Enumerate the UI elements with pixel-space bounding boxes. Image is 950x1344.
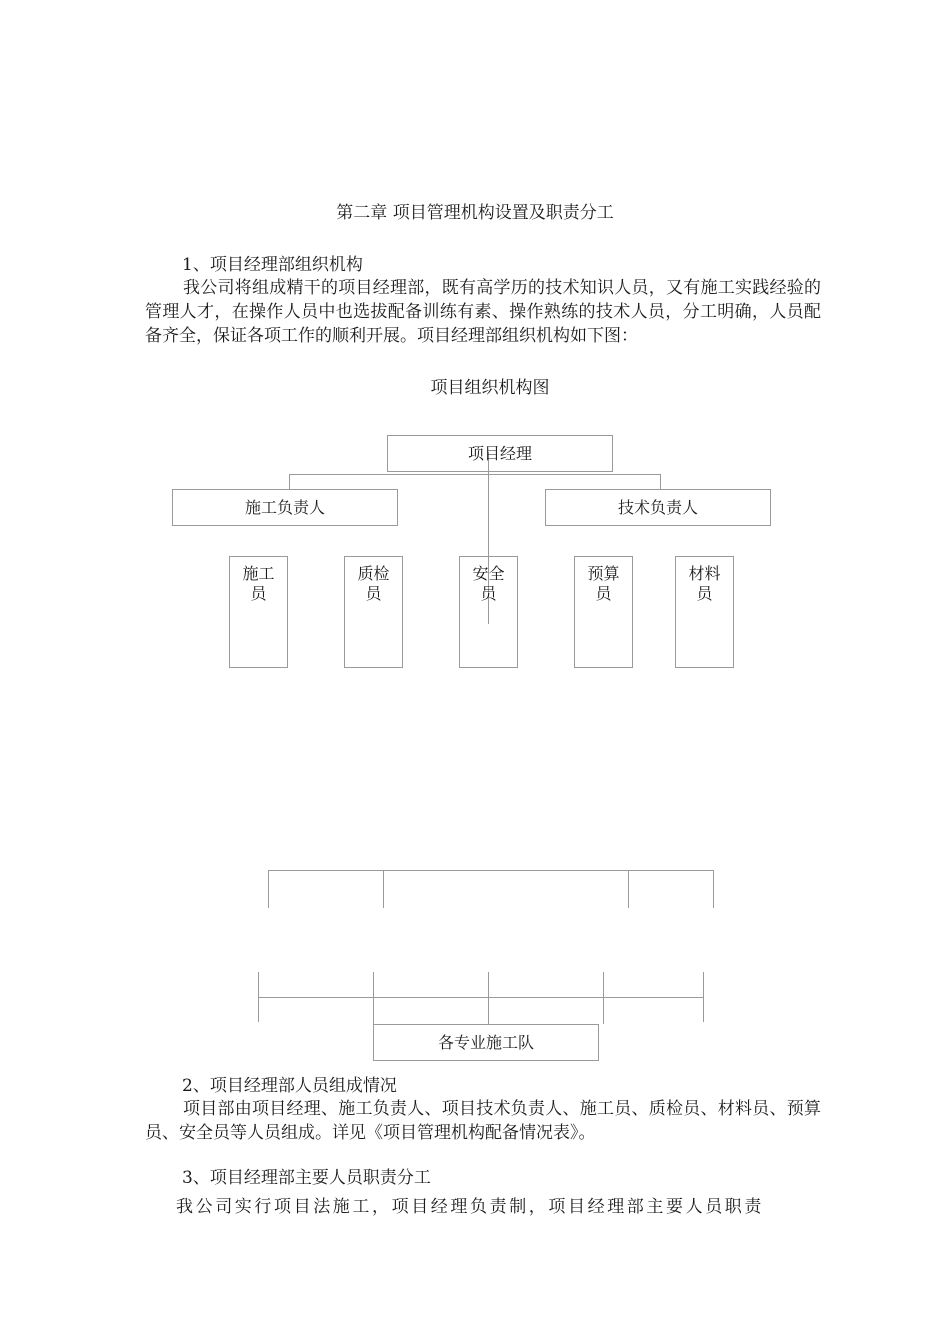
section3-paragraph: 我公司实行项目法施工，项目经理负责制，项目经理部主要人员职责 bbox=[176, 1197, 764, 1217]
connector-line bbox=[660, 474, 661, 489]
org-chart-title: 项目组织机构图 bbox=[430, 378, 550, 398]
connector-line bbox=[373, 972, 374, 1024]
connector-line bbox=[258, 997, 704, 998]
org-node-technical-lead: 技术负责人 bbox=[545, 489, 771, 526]
connector-line bbox=[603, 972, 604, 1024]
connector-line bbox=[713, 870, 714, 908]
connector-line bbox=[703, 972, 704, 1022]
section1-paragraph: 我公司将组成精干的项目经理部，既有高学历的技术知识人员，又有施工实践经验的管理人才，在操作人员中也选拔配备训练有素、操作熟练的技术人员，分工明确，人员配备齐全，保证各项工作的顺利开展。项目经理部组织机构如下图： bbox=[145, 278, 821, 346]
connector-line bbox=[628, 870, 629, 908]
org-node-staff: 预算 员 bbox=[574, 556, 633, 668]
org-node-project-manager: 项目经理 bbox=[387, 435, 613, 472]
org-node-staff: 质检 员 bbox=[344, 556, 403, 668]
section1-heading: 1、项目经理部组织机构 bbox=[182, 255, 363, 275]
section2-paragraph: 项目部由项目经理、施工负责人、项目技术负责人、施工员、质检员、材料员、预算员、安全员等人员组成。详见《项目管理机构配备情况表》。 bbox=[145, 1099, 821, 1143]
connector-line bbox=[289, 474, 661, 475]
connector-line bbox=[289, 474, 290, 489]
section2-heading: 2、项目经理部人员组成情况 bbox=[182, 1076, 397, 1096]
org-node-construction-lead: 施工负责人 bbox=[172, 489, 398, 526]
connector-line bbox=[268, 870, 714, 871]
org-node-construction-teams: 各专业施工队 bbox=[373, 1024, 599, 1061]
org-node-staff: 材料 员 bbox=[675, 556, 734, 668]
connector-line bbox=[488, 972, 489, 1024]
connector-line bbox=[383, 870, 384, 908]
org-node-staff: 施工 员 bbox=[229, 556, 288, 668]
chapter-title: 第二章 项目管理机构设置及职责分工 bbox=[336, 203, 614, 223]
connector-line bbox=[268, 870, 269, 908]
section3-heading: 3、项目经理部主要人员职责分工 bbox=[182, 1168, 431, 1188]
org-node-staff: 安全 员 bbox=[459, 556, 518, 668]
connector-line bbox=[258, 972, 259, 1022]
